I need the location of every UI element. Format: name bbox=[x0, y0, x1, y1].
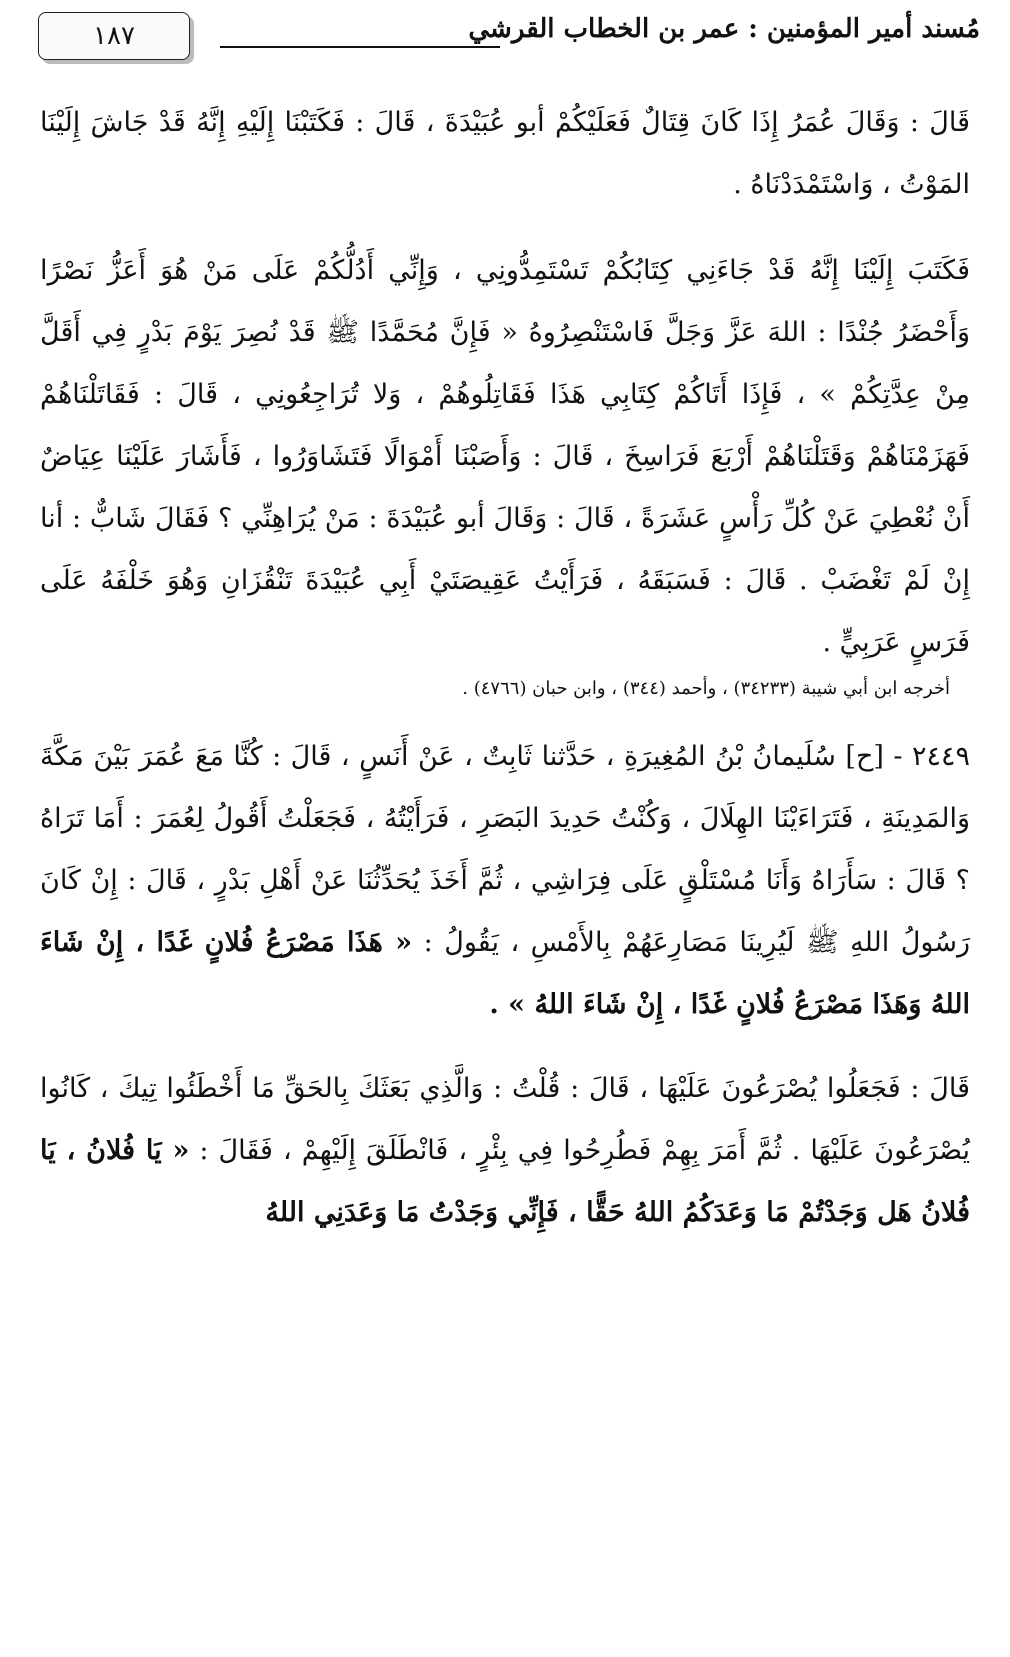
body-text bbox=[40, 92, 970, 1244]
running-title: مُسند أمير المؤمنين : عمر بن الخطاب القرشي bbox=[468, 14, 980, 44]
paragraph-spacer bbox=[40, 216, 970, 240]
page-header bbox=[30, 10, 980, 64]
paragraph-4-prophetic-quote: « يَا فُلانُ ، يَا فُلانُ هَل وَجَدْتُمْ مَا وَعَدَكُمُ اللهُ حَقًّا ، فَإِنِّي وَجَدْتُ مَا وَعَدَنِي اللهُ bbox=[40, 1135, 970, 1228]
hadith-reference-footnote: أخرجه ابن أبي شيبة (٣٤٢٣٣) ، وأحمد (٣٤٤) ، وابن حبان (٤٧٦٦) . bbox=[462, 678, 950, 699]
paragraph-2: فَكَتَبَ إِلَيْنَا إِنَّهُ قَدْ جَاءَنِي كِتَابُكُمْ تَسْتَمِدُّونِي ، وَإِنِّي أَدُلُّكُمْ عَلَى مَنْ هُوَ أَعَزُّ نَصْرًا وَأَحْضَرُ جُنْدًا : اللهَ عَزَّ وَجَلَّ فَاسْتَنْصِرُوهُ « فَإِنَّ مُحَمَّدًا ﷺ قَدْ نُصِرَ يَوْمَ بَدْرٍ فِي أَقَلَّ مِنْ عِدَّتِكُمْ » ، فَإِذَا أَتَاكُمْ كِتَابِي هَذَا فَقَاتِلُوهُمْ ، وَلا تُرَاجِعُونِي ، قَالَ : فَقَاتَلْنَاهُمْ فَهَزَمْنَاهُمْ وَقَتَلْنَاهُمْ أَرْبَعَ فَرَاسِخَ ، قَالَ : وَأَصَبْنَا أَمْوَالًا فَتَشَاوَرُوا ، فَأَشَارَ عَلَيْنَا عِيَاضٌ أَنْ نُعْطِيَ عَنْ كُلِّ رَأْسٍ عَشَرَةً ، قَالَ : وَقَالَ أبو عُبَيْدَةَ : مَنْ يُرَاهِنِّي ؟ فَقَالَ شَابٌّ : أنا إِنْ لَمْ تَغْضَبْ . قَالَ : فَسَبَقَهُ ، فَرَأَيْتُ عَقِيصَتَيْ أَبِي عُبَيْدَةَ تَنْقُزَانِ وَهُوَ خَلْفَهُ عَلَى فَرَسٍ عَرَبِيٍّ . bbox=[40, 255, 970, 658]
paragraph-spacer bbox=[40, 1036, 970, 1058]
paragraph-1: قَالَ : وَقَالَ عُمَرُ إِذَا كَانَ قِتَالٌ فَعَلَيْكُمْ أبو عُبَيْدَةَ ، قَالَ : فَكَتَبْنَا إِلَيْهِ إِنَّهُ قَدْ جَاشَ إِلَيْنَا المَوْتُ ، وَاسْتَمْدَدْنَاهُ . bbox=[40, 107, 970, 200]
hadith-2449-narration: ٢٤٤٩ - [ح] سُلَيمانُ بْنُ المُغِيرَةِ ، حَدَّثنا ثَابِتٌ ، عَنْ أَنَسٍ ، قَالَ : كُنَّا مَعَ عُمَرَ بَيْنَ مَكَّةَ وَالمَدِينَةِ ، فَتَرَاءَيْنَا الهِلَالَ ، وَكُنْتُ حَدِيدَ البَصَرِ ، فَرَأَيْتُهُ ، فَجَعَلْتُ أَقُولُ لِعُمَرَ : أَمَا تَرَاهُ ؟ قَالَ : سَأَرَاهُ وَأَنَا مُسْتَلْقٍ عَلَى فِرَاشِي ، ثُمَّ أَخَذَ يُحَدِّثُنَا عَنْ أَهْلِ بَدْرٍ ، قَالَ : إِنْ كَانَ رَسُولُ اللهِ ﷺ لَيُرِينَا مَصَارِعَهُمْ بِالأَمْسِ ، يَقُولُ : bbox=[40, 741, 970, 958]
paragraph-spacer bbox=[40, 704, 970, 726]
hadith-2449-prophetic-quote: « هَذَا مَصْرَعُ فُلانٍ غَدًا ، إِنْ شَاءَ اللهُ وَهَذَا مَصْرَعُ فُلانٍ غَدًا ، إِنْ شَاءَ اللهُ » . bbox=[40, 927, 970, 1020]
paragraph-4 bbox=[40, 1058, 970, 1244]
header-rule bbox=[220, 46, 500, 48]
hadith-2449 bbox=[40, 726, 970, 1036]
page-number: ١٨٧ bbox=[38, 12, 190, 60]
paragraph-4-narration: قَالَ : فَجَعَلُوا يُصْرَعُونَ عَلَيْهَا ، قَالَ : قُلْتُ : وَالَّذِي بَعَثَكَ بِالحَقِّ مَا أَخْطَئُوا تِيكَ ، كَانُوا يُصْرَعُونَ عَلَيْهَا . ثُمَّ أَمَرَ بِهِمْ فَطُرِحُوا فِي بِئْرٍ ، فَانْطَلَقَ إِلَيْهِمْ ، فَقَالَ : bbox=[40, 1073, 970, 1166]
